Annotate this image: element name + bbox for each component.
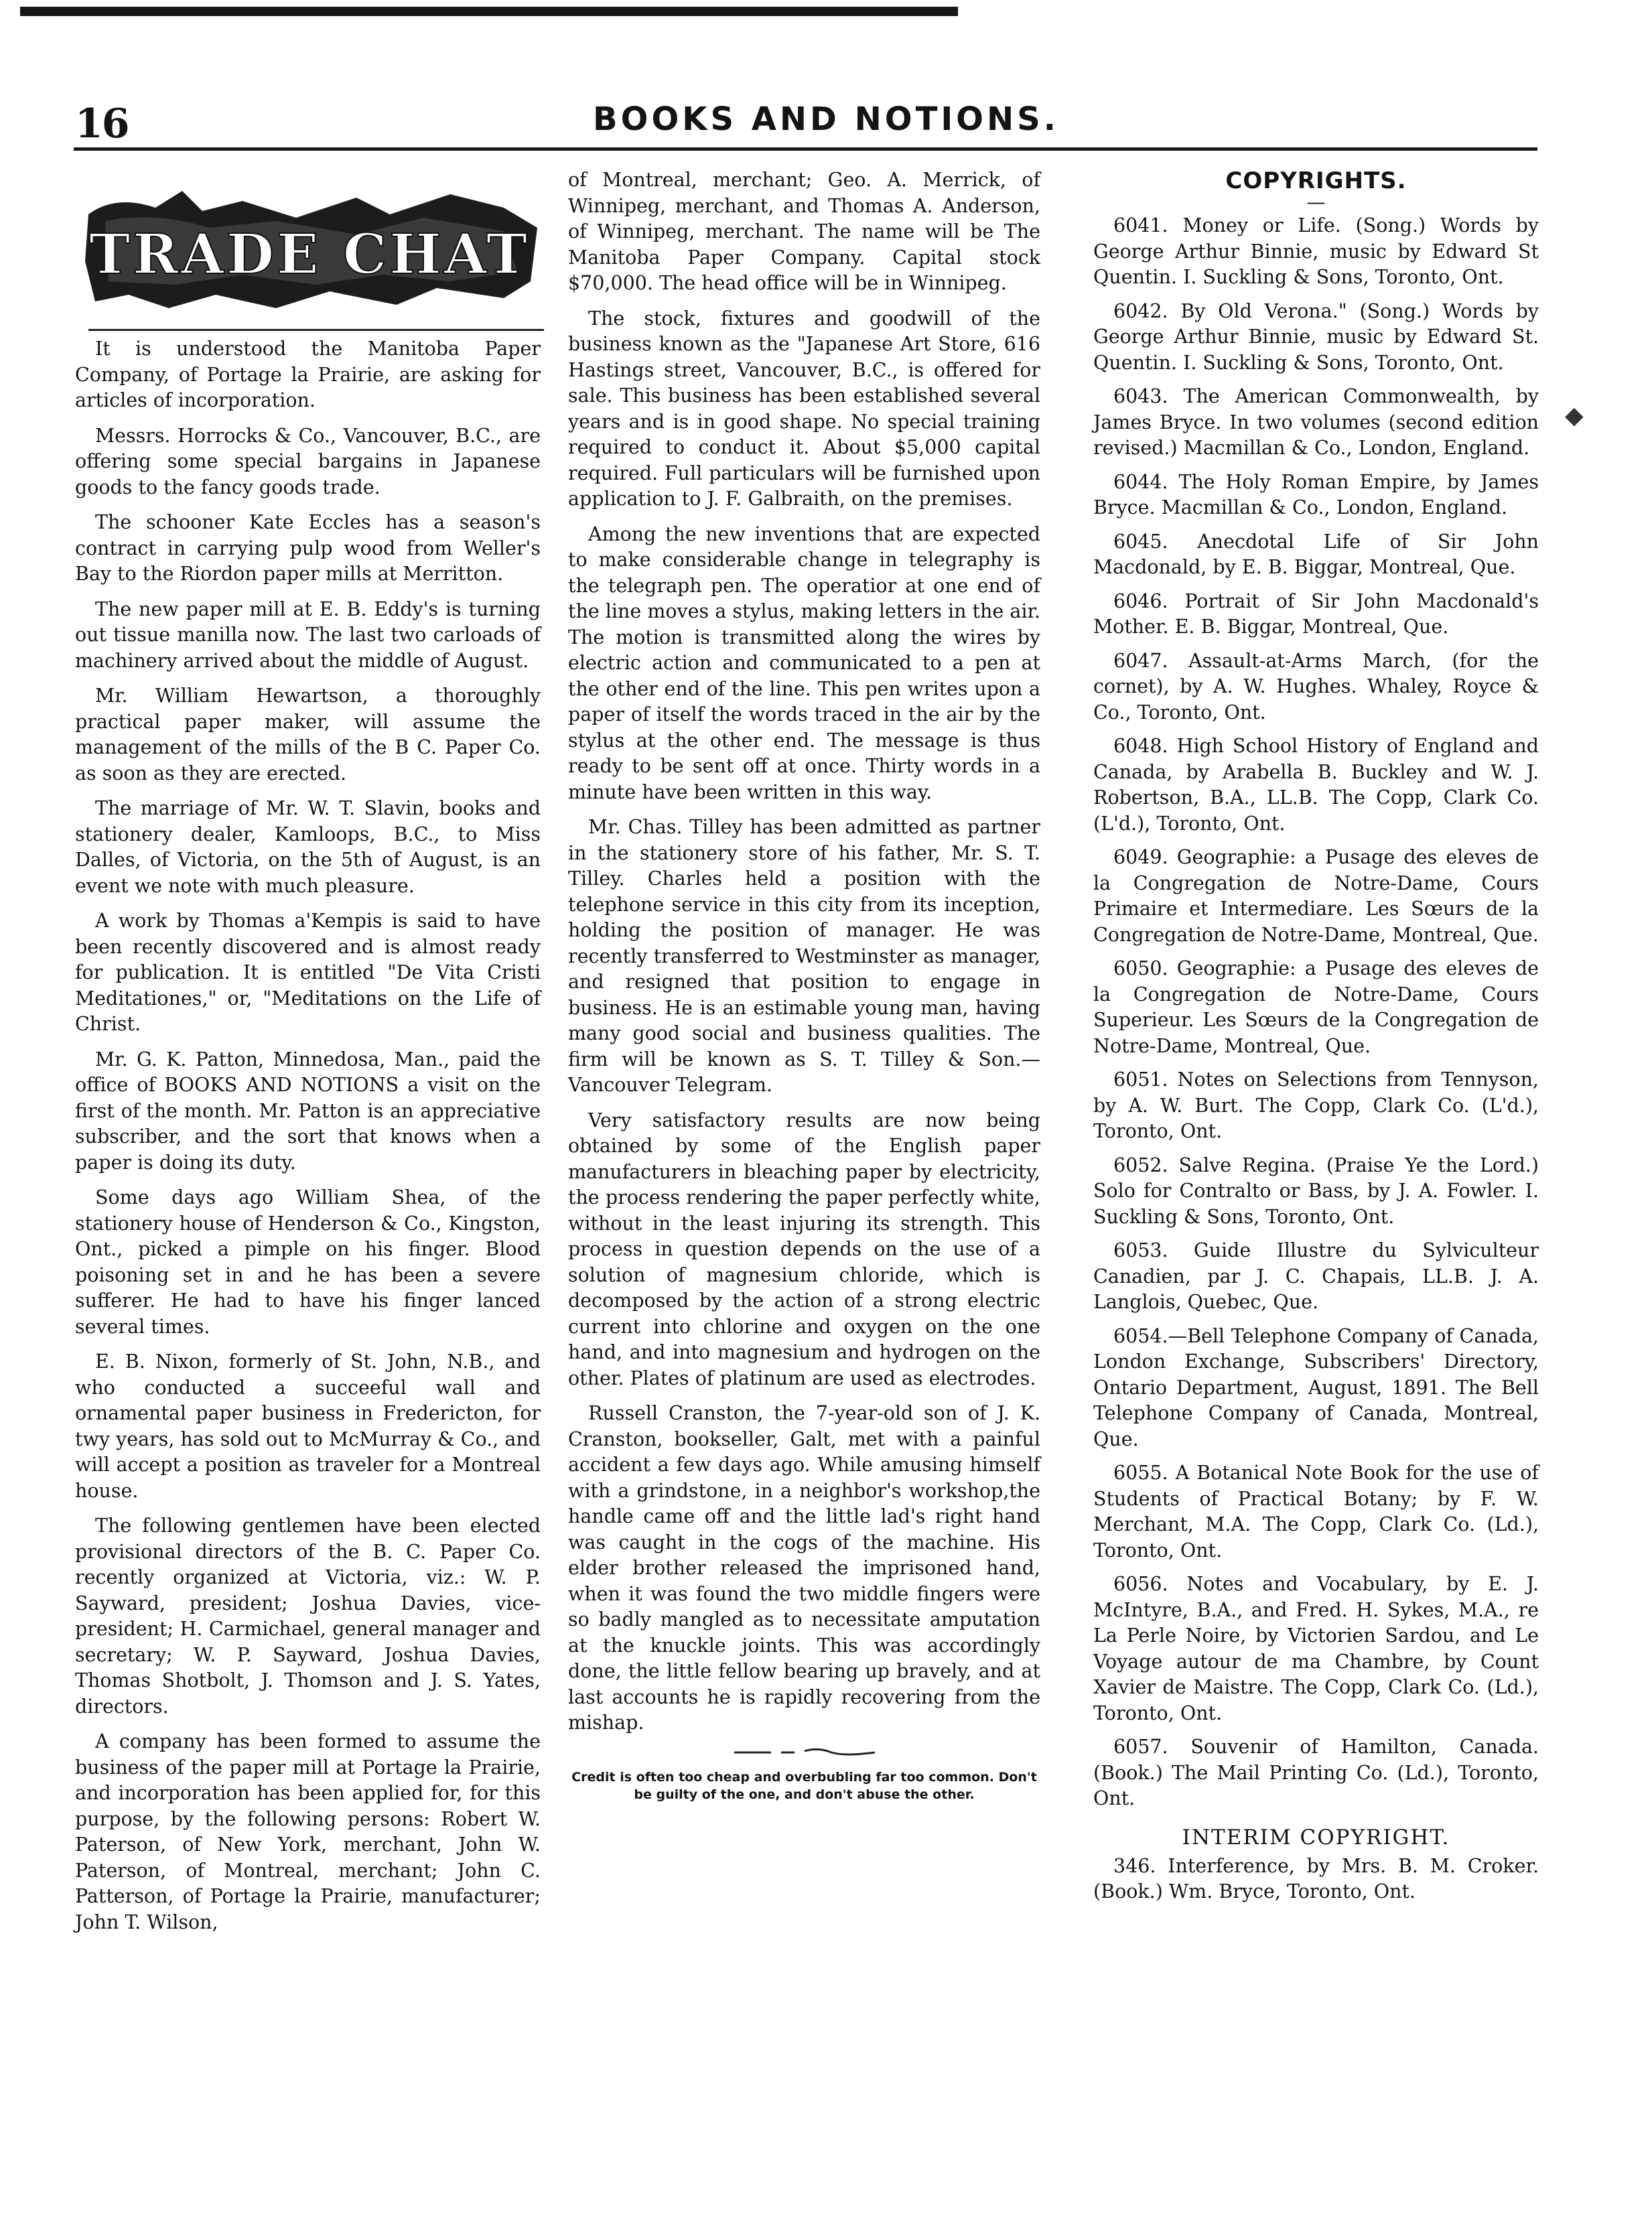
copyright-entry: 6046. Portrait of Sir John Macdonald's Mother. E. B. Biggar, Montreal, Que. [1093, 590, 1539, 638]
article-paragraph: A work by Thomas a'Kempis is said to have been recently discovered and is almost ready for publication. It is entitled "De Vita Cristi Meditationes," or, "Meditations on the Life of Christ. [75, 910, 541, 1035]
heading-dash: — [1306, 191, 1326, 213]
article-paragraph: The schooner Kate Eccles has a season's contract in carrying pulp wood from Weller's Bay to the Riordon paper mills at Merritton. [75, 511, 541, 585]
copyright-entry: 6052. Salve Regina. (Praise Ye the Lord.) Solo for Contralto or Bass, by J. A. Fowler. I. Suckling & Sons, Toronto, Ont. [1093, 1154, 1539, 1228]
copyright-entry: 6057. Souvenir of Hamilton, Canada. (Book.) The Mail Printing Co. (Ld.), Toronto, Ont. [1093, 1736, 1539, 1809]
page-number: 16 [75, 100, 129, 147]
copyright-entry: 6050. Geographie: a Pusage des eleves de la Congregation de Notre-Dame, Cours Superieur. Les Sœurs de la Congregation de Notre-Dame, Montreal, Que. [1093, 957, 1539, 1057]
copyright-entry: 6049. Geographie: a Pusage des eleves de la Congregation de Notre-Dame, Cours Primaire et Intermediare. Les Sœurs de la Congregation de Notre-Dame, Montreal, Que. [1093, 846, 1539, 946]
trade-chat-banner-art [75, 181, 544, 330]
article-paragraph: E. B. Nixon, formerly of St. John, N.B., and who conducted a succeeful wall and ornamental paper business in Fredericton, for twy years, has sold out to McMurray & Co., and will accept a position as traveler for a Montreal house. [75, 1351, 541, 1502]
copyright-entry: 6043. The American Commonwealth, by James Bryce. In two volumes (second edition revised.) Macmillan & Co., London, England. [1093, 385, 1539, 459]
margin-mark: ◆ [1565, 402, 1584, 429]
article-paragraph: The following gentlemen have been elected provisional directors of the B. C. Paper Co. recently organized at Victoria, viz.: W. P. Sayward, president; Joshua Davies, vice-president; H. Carmichael, general manager and secretary; W. P. Sayward, Joshua Davies, Thomas Shotbolt, J. Thomson and J. S. Yates, directors. [75, 1515, 541, 1718]
article-paragraph: Russell Cranston, the 7-year-old son of J. K. Cranston, bookseller, Galt, met with a painful accident a few days ago. While amusing himself with a grindstone, in a neighbor's workshop,the handle came off and the little lad's right hand was caught in the cogs of the machine. His elder brother released the imprisoned hand, when it was found the two middle fingers were so badly mangled as to necessitate amputation at the knuckle joints. This was accordingly done, the little fellow bearing up bravely, and at last accounts he is rapidly recovering from the mishap. [568, 1402, 1040, 1734]
right-column [1093, 167, 1539, 1913]
trade-chat-banner [75, 181, 541, 330]
footnote: Credit is often too cheap and overbubling far too common. Don't be guilty of the one, and don't abuse the other. [571, 1769, 1037, 1802]
article-paragraph: Mr. G. K. Patton, Minnedosa, Man., paid the office of BOOKS AND NOTIONS a visit on the first of the month. Mr. Patton is an appreciative subscriber, and the sort that knows when a paper is doing its duty. [75, 1048, 541, 1174]
banner-underline [88, 329, 544, 331]
article-paragraph: Mr. Chas. Tilley has been admitted as partner in the stationery store of his father, Mr. S. T. Tilley. Charles held a position with the telephone service in this city from its inception, holding the position of manager. He was recently transferred to Westminster as manager, and resigned that position to engage in business. He is an estimable young man, having many good social and business qualities. The firm will be known as S. T. Tilley & Son.—Vancouver Telegram. [568, 816, 1040, 1096]
copyright-entry: 6048. High School History of England and Canada, by Arabella B. Buckley and W. J. Robertson, B.A., LL.B. The Copp, Clark Co. (L'd.), Toronto, Ont. [1093, 735, 1539, 835]
middle-column [568, 167, 1040, 1803]
copyright-entry: 6045. Anecdotal Life of Sir John Macdonald, by E. B. Biggar, Montreal, Que. [1093, 530, 1539, 578]
copyright-entry: 6051. Notes on Selections from Tennyson, by A. W. Burt. The Copp, Clark Co. (L'd.), Toronto, Ont. [1093, 1068, 1539, 1142]
article-paragraph: Some days ago William Shea, of the stationery house of Henderson & Co., Kingston, Ont., picked a pimple on his finger. Blood poisoning set in and he has been a severe sufferer. He had to have his finger lanced several times. [75, 1186, 541, 1338]
banner-text: TRADE CHAT [89, 222, 530, 287]
copyright-entry: 6056. Notes and Vocabulary, by E. J. McIntyre, B.A., and Fred. H. Sykes, M.A., re La Perle Noire, by Victorien Sardou, and Le Voyage autour de ma Chambre, by Count Xavier de Maistre. The Copp, Clark Co. (Ld.), Toronto, Ont. [1093, 1573, 1539, 1724]
copyright-entry: 6047. Assault-at-Arms March, (for the cornet), by A. W. Hughes. Whaley, Royce & Co., Toronto, Ont. [1093, 649, 1539, 723]
article-paragraph: Messrs. Horrocks & Co., Vancouver, B.C., are offering some special bargains in Japanese goods to the fancy goods trade. [75, 424, 541, 498]
interim-copyright-heading: INTERIM COPYRIGHT. [1182, 1825, 1450, 1850]
header-rule [74, 147, 1537, 151]
page-title: BOOKS AND NOTIONS. [593, 100, 1059, 138]
top-print-rule [20, 7, 958, 16]
article-paragraph: It is understood the Manitoba Paper Company, of Portage la Prairie, are asking for articles of incorporation. [75, 338, 541, 411]
article-paragraph: The marriage of Mr. W. T. Slavin, books and stationery dealer, Kamloops, B.C., to Miss Dalles, of Victoria, on the 5th of August, is an event we note with much pleasure. [75, 797, 541, 897]
article-paragraph: The stock, fixtures and goodwill of the business known as the "Japanese Art Store, 616 Hastings street, Vancouver, B.C., is offered for sale. This business has been established several years and is in good shape. No special training required to conduct it. About $5,000 capital required. Full particulars will be furnished upon application to J. F. Galbraith, on the premises. [568, 307, 1040, 510]
article-paragraph: A company has been formed to assume the business of the paper mill at Portage la Prairie, and incorporation has been applied for, for this purpose, by the following persons: Robert W. Paterson, of New York, merchant, John W. Paterson, of Montreal, merchant; John C. Patterson, of Portage la Prairie, manufacturer; John T. Wilson, [75, 1730, 541, 1933]
article-paragraph: Mr. William Hewartson, a thoroughly practical paper maker, will assume the management of the mills of the B C. Paper Co. as soon as they are erected. [75, 685, 541, 784]
article-paragraph: of Montreal, merchant; Geo. A. Merrick, of Winnipeg, merchant, and Thomas A. Anderson, of Winnipeg, merchant. The name will be The Manitoba Paper Company. Capital stock $70,000. The head office will be in Winnipeg. [568, 169, 1040, 294]
left-column [75, 167, 541, 1945]
copyright-entry: 6054.—Bell Telephone Company of Canada, London Exchange, Subscribers' Directory, Ontario Department, August, 1891. The Bell Telephone Company of Canada, Montreal, Que. [1093, 1324, 1539, 1450]
copyrights-heading: COPYRIGHTS. [1225, 167, 1407, 194]
interim-copyright-entry: 346. Interference, by Mrs. B. M. Croker. (Book.) Wm. Bryce, Toronto, Ont. [1093, 1854, 1539, 1902]
divider-ornament [568, 1746, 1040, 1762]
copyright-entry: 6044. The Holy Roman Empire, by James Bryce. Macmillan & Co., London, England. [1093, 470, 1539, 518]
article-paragraph: Very satisfactory results are now being obtained by some of the English paper manufacturers in bleaching paper by electricity, the process rendering the paper perfectly white, without in the least injuring its strength. This process in question depends on the use of a solution of magnesium chloride, which is decomposed by the action of a strong electric current into chlorine and oxygen on the one hand, and into magnesium and hydrogen on the other. Plates of platinum are used as electrodes. [568, 1109, 1040, 1389]
copyright-entry: 6041. Money or Life. (Song.) Words by George Arthur Binnie, music by Edward St Quentin. I. Suckling & Sons, Toronto, Ont. [1093, 214, 1539, 288]
copyright-entry: 6042. By Old Verona." (Song.) Words by George Arthur Binnie, music by Edward St. Quentin. I. Suckling & Sons, Toronto, Ont. [1093, 299, 1539, 374]
copyright-entry: 6055. A Botanical Note Book for the use of Students of Practical Botany; by F. W. Merchant, M.A. The Copp, Clark Co. (Ld.), Toronto, Ont. [1093, 1462, 1539, 1562]
article-paragraph: Among the new inventions that are expected to make considerable change in telegraphy is the telegraph pen. The operatior at one end of the line moves a stylus, making letters in the air. The motion is transmitted along the wires by electric action and communicated to a pen at the other end of the line. This pen writes upon a paper of itself the words traced in the air by the stylus at the other end. The message is thus ready to be sent off at once. Thirty words in a minute have been written in this way. [568, 523, 1040, 803]
article-paragraph: The new paper mill at E. B. Eddy's is turning out tissue manilla now. The last two carloads of machinery arrived about the middle of August. [75, 598, 541, 672]
copyright-entry: 6053. Guide Illustre du Sylviculteur Canadien, par J. C. Chapais, LL.B. J. A. Langlois, Quebec, Que. [1093, 1239, 1539, 1313]
